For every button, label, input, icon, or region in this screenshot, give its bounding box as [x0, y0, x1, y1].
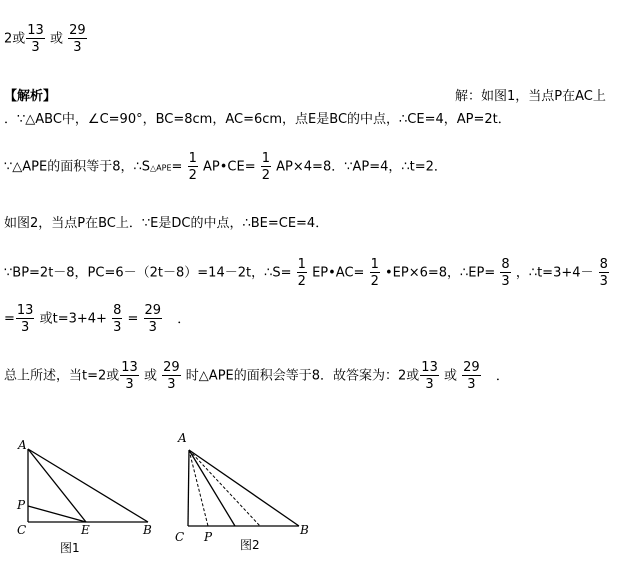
label-b: B	[143, 523, 152, 537]
segment-ae	[28, 449, 86, 522]
answer-line	[4, 24, 88, 54]
text: AP×4=8．∵AP=4，∴t=2．	[276, 159, 447, 175]
figure-2	[170, 425, 330, 560]
label-a: A	[18, 438, 27, 452]
fraction: $\frac{8}{3}$	[113, 303, 122, 335]
analysis-line-3: 如图2，当点P在BC上．∵E是DC的中点，∴BE=CE=4．	[4, 216, 329, 231]
subscript: △APE	[150, 163, 172, 173]
text: 或	[143, 368, 157, 384]
analysis-line-5	[4, 304, 190, 334]
label-c: C	[175, 530, 185, 544]
text: ．	[177, 311, 191, 327]
analysis-line-1: ．∵△ABC中，∠C=90°，BC=8cm，AC=6cm，点E是BC的中点，∴CE=4，AP=2t．	[4, 112, 511, 127]
figure-1	[0, 430, 170, 560]
fraction: $\frac{13}{3}$	[421, 360, 438, 392]
analysis-intro: 解：如图1，当点P在AC上	[455, 89, 606, 104]
text: ．	[495, 368, 509, 384]
text: ∵△APE的面积等于8，∴S	[4, 159, 151, 175]
segment-ac	[188, 450, 189, 526]
fraction: $\frac{1}{2}$	[188, 151, 197, 183]
label-p: P	[17, 498, 26, 512]
text: ∵BP=2t－8，PC=6－（2t－8）=14－2t，∴S=	[4, 265, 292, 281]
text: =	[127, 311, 139, 327]
segment-ae	[189, 450, 235, 526]
fraction: $\frac{29}{3}$	[163, 360, 180, 392]
label-c: C	[17, 523, 27, 537]
fraction: $\frac{1}{2}$	[261, 151, 271, 183]
label-p: P	[204, 530, 213, 544]
analysis-line-2	[4, 152, 447, 182]
answer-pre: 2或	[4, 31, 26, 47]
text: EP•AC=	[312, 265, 365, 281]
fraction: $\frac{1}{2}$	[370, 257, 379, 289]
label-e: E	[81, 523, 90, 537]
dashed-ap-2	[189, 450, 260, 526]
analysis-label: 【解析】	[4, 89, 57, 104]
label-b: B	[300, 523, 309, 537]
fraction: $\frac{29}{3}$	[463, 360, 480, 392]
fraction: $\frac{29}{3}$	[144, 303, 162, 335]
answer-mid: 或	[49, 31, 63, 47]
text: ，∴t=3+4－	[515, 265, 594, 281]
text: =	[171, 159, 183, 175]
text: 或	[443, 368, 457, 384]
fraction: $\frac{8}{3}$	[599, 257, 608, 289]
summary-line	[4, 361, 509, 391]
figure-1-caption: 图1	[60, 541, 80, 555]
analysis-line-4	[4, 258, 610, 288]
fraction: $\frac{13}{3}$	[16, 303, 34, 335]
fraction: $\frac{8}{3}$	[501, 257, 510, 289]
text: •EP×6=8，∴EP=	[384, 265, 496, 281]
fraction: $\frac{13}{3}$	[121, 360, 138, 392]
segment-pe	[28, 506, 86, 522]
text: AP•CE=	[203, 159, 256, 175]
text: 或t=3+4+	[39, 311, 107, 327]
fraction: $\frac{1}{2}$	[297, 257, 306, 289]
label-a: A	[178, 431, 187, 445]
text: 时△APE的面积会等于8．故答案为：2或	[185, 368, 420, 384]
fraction: $\frac{29}{3}$	[69, 23, 86, 55]
figure-2-caption: 图2	[240, 538, 260, 552]
text: =	[4, 311, 15, 327]
text: 总上所述，当t=2或	[4, 368, 120, 384]
fraction: $\frac{13}{3}$	[27, 23, 44, 55]
